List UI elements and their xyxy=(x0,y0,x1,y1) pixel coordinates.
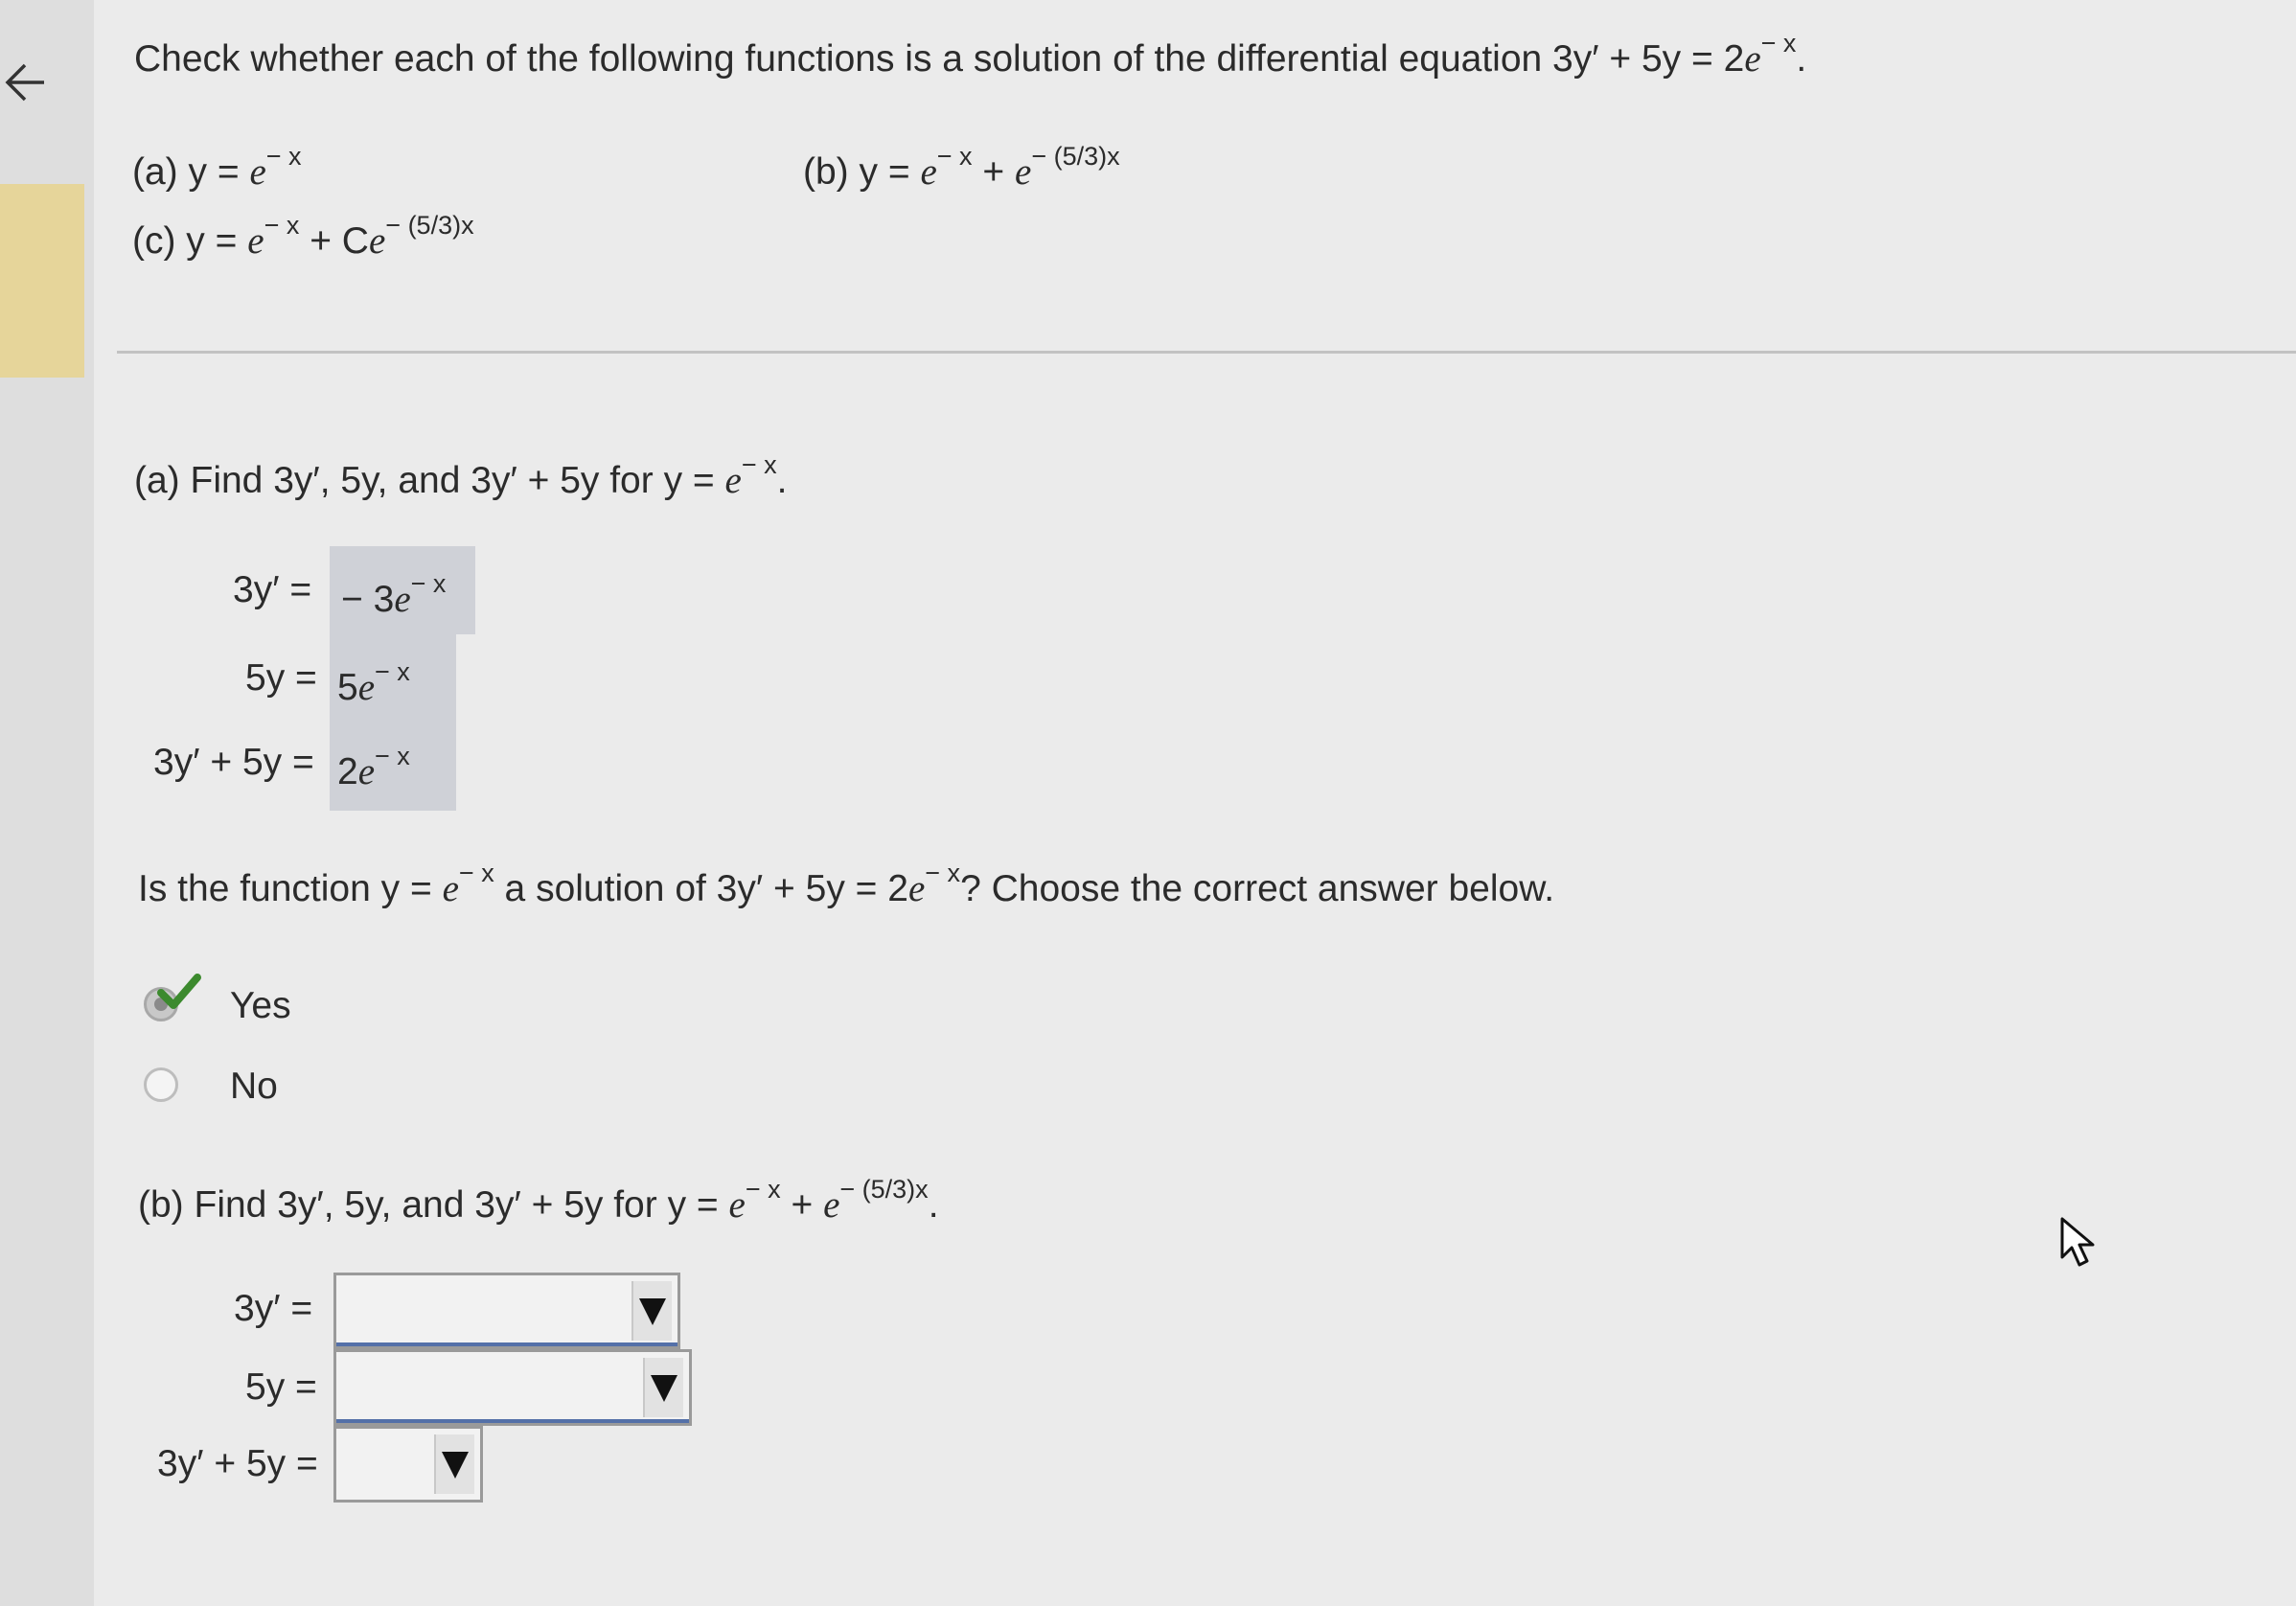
problem-statement xyxy=(134,29,1807,80)
part-a-answer-3yprime xyxy=(341,569,447,620)
answer-e: e xyxy=(357,667,376,708)
option-a-prefix: (a) y = xyxy=(132,151,250,193)
option-b xyxy=(803,142,1120,193)
answer-coef: 5 xyxy=(337,667,358,708)
answer-coef: − 3 xyxy=(341,579,395,620)
option-c-exponent-2: − (5/3)x xyxy=(385,211,474,240)
part-b-heading-text: (b) Find 3y′, 5y, and 3y′ + 5y for y = xyxy=(138,1184,729,1226)
arrow-left-icon[interactable] xyxy=(0,56,54,109)
radio-no[interactable] xyxy=(144,1067,178,1102)
question-text-3: ? Choose the correct answer below. xyxy=(960,868,1555,909)
option-b-prefix: (b) y = xyxy=(803,151,921,193)
triangle-down-icon xyxy=(651,1375,677,1402)
question-text-2: a solution of 3y′ + 5y = 2 xyxy=(494,868,908,909)
part-a-answer-sum xyxy=(337,742,410,792)
option-b-exponent-2: − (5/3)x xyxy=(1031,142,1120,171)
part-b-label-5y: 5y = xyxy=(245,1366,317,1408)
question-e-1: e xyxy=(442,868,459,909)
part-a-label-3yprime: 3y′ = xyxy=(233,569,312,610)
option-c xyxy=(132,211,474,262)
question-exponent-2: − x xyxy=(925,859,961,887)
dropdown-3yprime[interactable] xyxy=(333,1273,680,1349)
part-a-question xyxy=(138,859,1555,909)
option-b-e1: e xyxy=(920,151,937,193)
question-exponent-1: − x xyxy=(458,859,494,887)
part-a-answer-5y xyxy=(337,657,410,708)
answer-exponent: − x xyxy=(375,742,410,770)
part-a-heading-end: . xyxy=(776,460,788,501)
choice-no-label[interactable]: No xyxy=(230,1066,278,1107)
problem-intro-e: e xyxy=(1744,38,1761,80)
question-e-2: e xyxy=(907,868,926,909)
sidebar-accent-block xyxy=(0,184,84,378)
part-b-heading-plus: + xyxy=(780,1184,824,1226)
section-divider xyxy=(117,351,2296,354)
left-sidebar-strip xyxy=(0,0,94,1606)
option-c-plus: + C xyxy=(299,220,369,262)
answer-coef: 2 xyxy=(337,751,358,792)
part-a-label-5y: 5y = xyxy=(245,657,317,699)
part-b-heading-exponent-2: − (5/3)x xyxy=(839,1175,929,1204)
answer-e: e xyxy=(394,579,411,620)
answer-exponent: − x xyxy=(375,657,410,686)
checkmark-icon xyxy=(157,974,201,1012)
problem-intro-exponent: − x xyxy=(1760,29,1797,57)
triangle-down-icon xyxy=(442,1452,469,1479)
part-b-label-3yprime: 3y′ = xyxy=(234,1288,313,1329)
option-c-prefix: (c) y = xyxy=(132,220,248,262)
question-text-1: Is the function y = xyxy=(138,868,443,909)
option-a xyxy=(132,142,302,193)
part-a-heading-text: (a) Find 3y′, 5y, and 3y′ + 5y for y = xyxy=(134,460,725,501)
problem-intro-text: Check whether each of the following functions is a solution of the differential equation 3y′ + 5y = 2 xyxy=(134,38,1745,80)
option-b-exponent-1: − x xyxy=(936,142,973,171)
dropdown-button[interactable] xyxy=(631,1281,672,1341)
choice-yes-label[interactable]: Yes xyxy=(230,985,291,1026)
part-b-heading-e1: e xyxy=(728,1184,746,1226)
option-c-e1: e xyxy=(247,220,264,262)
dropdown-underline xyxy=(336,1419,689,1423)
part-b-label-sum: 3y′ + 5y = xyxy=(157,1443,318,1484)
option-b-plus: + xyxy=(972,151,1015,193)
part-a-heading-exponent: − x xyxy=(741,450,777,479)
mouse-cursor-icon xyxy=(2058,1215,2101,1267)
problem-intro-end: . xyxy=(1796,38,1807,80)
part-a-heading-e: e xyxy=(724,460,742,501)
option-a-e: e xyxy=(249,151,266,193)
dropdown-button[interactable] xyxy=(643,1358,683,1417)
dropdown-button[interactable] xyxy=(434,1434,474,1494)
answer-e: e xyxy=(357,751,376,792)
part-b-heading xyxy=(138,1175,939,1226)
triangle-down-icon xyxy=(639,1298,666,1325)
option-c-exponent-1: − x xyxy=(264,211,300,240)
part-b-heading-e2: e xyxy=(823,1184,840,1226)
dropdown-5y[interactable] xyxy=(333,1349,692,1426)
main-content xyxy=(94,0,2296,1606)
answer-exponent: − x xyxy=(410,569,447,598)
part-a-heading xyxy=(134,450,788,501)
option-a-exponent: − x xyxy=(265,142,302,171)
part-b-heading-end: . xyxy=(928,1184,939,1226)
part-b-heading-exponent-1: − x xyxy=(745,1175,781,1204)
option-c-e2: e xyxy=(368,220,386,262)
part-a-label-sum: 3y′ + 5y = xyxy=(153,742,314,783)
dropdown-underline xyxy=(336,1342,677,1346)
option-b-e2: e xyxy=(1015,151,1032,193)
dropdown-sum[interactable] xyxy=(333,1426,483,1503)
